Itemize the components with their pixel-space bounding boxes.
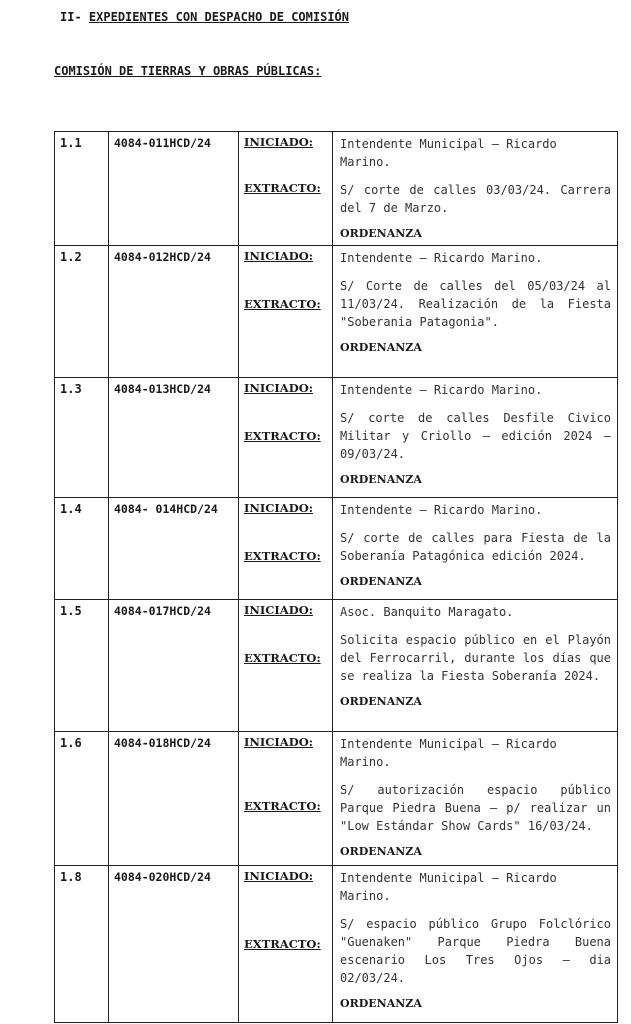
result-value: ORDENANZA xyxy=(340,473,422,486)
iniciado-label: INICIADO: xyxy=(244,381,313,395)
expediente-code: 4084- 014HCD/24 xyxy=(109,498,239,600)
extracto-label: EXTRACTO: xyxy=(244,181,321,195)
extracto-value: Solicita espacio público en el Playón del Ferrocarril, durante los días que se realiza la Fiesta Soberanía 2024. xyxy=(340,633,611,683)
row-number: 1.5 xyxy=(55,600,109,732)
extracto-value: S/ corte de calles para Fiesta de la Soberanía Patagónica edición 2024. xyxy=(340,531,611,563)
extracto-value: S/ espacio público Grupo Folclórico "Guenaken" Parque Piedra Buena escenario Los Tres Ojos – dia 02/03/24. xyxy=(340,917,611,985)
row-content xyxy=(333,132,618,246)
extracto-label: EXTRACTO: xyxy=(244,651,321,665)
iniciado-label: INICIADO: xyxy=(244,603,313,617)
row-labels xyxy=(239,600,333,732)
row-content xyxy=(333,498,618,600)
expediente-code: 4084-013HCD/24 xyxy=(109,378,239,498)
iniciado-value: Intendente – Ricardo Marino. xyxy=(340,251,543,265)
row-content xyxy=(333,378,618,498)
row-content xyxy=(333,732,618,866)
row-content xyxy=(333,600,618,732)
table-row xyxy=(55,866,618,1023)
row-number: 1.1 xyxy=(55,132,109,246)
table-row xyxy=(55,378,618,498)
result-value: ORDENANZA xyxy=(340,341,422,354)
iniciado-label: INICIADO: xyxy=(244,735,313,749)
section-title: EXPEDIENTES CON DESPACHO DE COMISIÓN xyxy=(88,10,350,24)
extracto-value: S/ corte de calles 03/03/24. Carrera del 7 de Marzo. xyxy=(340,183,611,215)
commission-title: COMISIÓN DE TIERRAS Y OBRAS PÚBLICAS: xyxy=(54,64,322,78)
result-value: ORDENANZA xyxy=(340,997,422,1010)
table-row xyxy=(55,246,618,378)
result-value: ORDENANZA xyxy=(340,695,422,708)
expediente-code: 4084-012HCD/24 xyxy=(109,246,239,378)
section-heading xyxy=(60,10,349,24)
expediente-code: 4084-020HCD/24 xyxy=(109,866,239,1023)
row-content xyxy=(333,866,618,1023)
expedientes-table xyxy=(54,131,618,1023)
extracto-label: EXTRACTO: xyxy=(244,549,321,563)
iniciado-value: Intendente – Ricardo Marino. xyxy=(340,383,543,397)
table-row xyxy=(55,132,618,246)
iniciado-value: Intendente – Ricardo Marino. xyxy=(340,503,543,517)
row-labels xyxy=(239,378,333,498)
iniciado-label: INICIADO: xyxy=(244,501,313,515)
section-prefix: II- xyxy=(60,10,82,24)
iniciado-value: Intendente Municipal – Ricardo Marino. xyxy=(340,737,557,769)
iniciado-label: INICIADO: xyxy=(244,869,313,883)
row-number: 1.3 xyxy=(55,378,109,498)
iniciado-label: INICIADO: xyxy=(244,249,313,263)
row-number: 1.4 xyxy=(55,498,109,600)
row-labels xyxy=(239,732,333,866)
iniciado-value: Asoc. Banquito Maragato. xyxy=(340,605,514,619)
iniciado-value: Intendente Municipal – Ricardo Marino. xyxy=(340,137,557,169)
table-row xyxy=(55,498,618,600)
row-labels xyxy=(239,132,333,246)
table-row xyxy=(55,732,618,866)
result-value: ORDENANZA xyxy=(340,575,422,588)
row-number: 1.8 xyxy=(55,866,109,1023)
result-value: ORDENANZA xyxy=(340,845,422,858)
extracto-label: EXTRACTO: xyxy=(244,429,321,443)
row-labels xyxy=(239,246,333,378)
expediente-code: 4084-018HCD/24 xyxy=(109,732,239,866)
table-row xyxy=(55,600,618,732)
row-content xyxy=(333,246,618,378)
extracto-label: EXTRACTO: xyxy=(244,799,321,813)
expediente-code: 4084-017HCD/24 xyxy=(109,600,239,732)
extracto-label: EXTRACTO: xyxy=(244,297,321,311)
iniciado-value: Intendente Municipal – Ricardo Marino. xyxy=(340,871,557,903)
row-labels xyxy=(239,498,333,600)
iniciado-label: INICIADO: xyxy=(244,135,313,149)
expediente-code: 4084-011HCD/24 xyxy=(109,132,239,246)
row-labels xyxy=(239,866,333,1023)
extracto-value: S/ Corte de calles del 05/03/24 al 11/03/24. Realización de la Fiesta "Soberania Patagonia". xyxy=(340,279,611,329)
result-value: ORDENANZA xyxy=(340,227,422,240)
row-number: 1.6 xyxy=(55,732,109,866)
extracto-label: EXTRACTO: xyxy=(244,937,321,951)
extracto-value: S/ autorización espacio público Parque Piedra Buena – p/ realizar un "Low Estándar Show Cards" 16/03/24. xyxy=(340,783,611,833)
extracto-value: S/ corte de calles Desfile Civico Militar y Criollo – edición 2024 – 09/03/24. xyxy=(340,411,611,461)
row-number: 1.2 xyxy=(55,246,109,378)
